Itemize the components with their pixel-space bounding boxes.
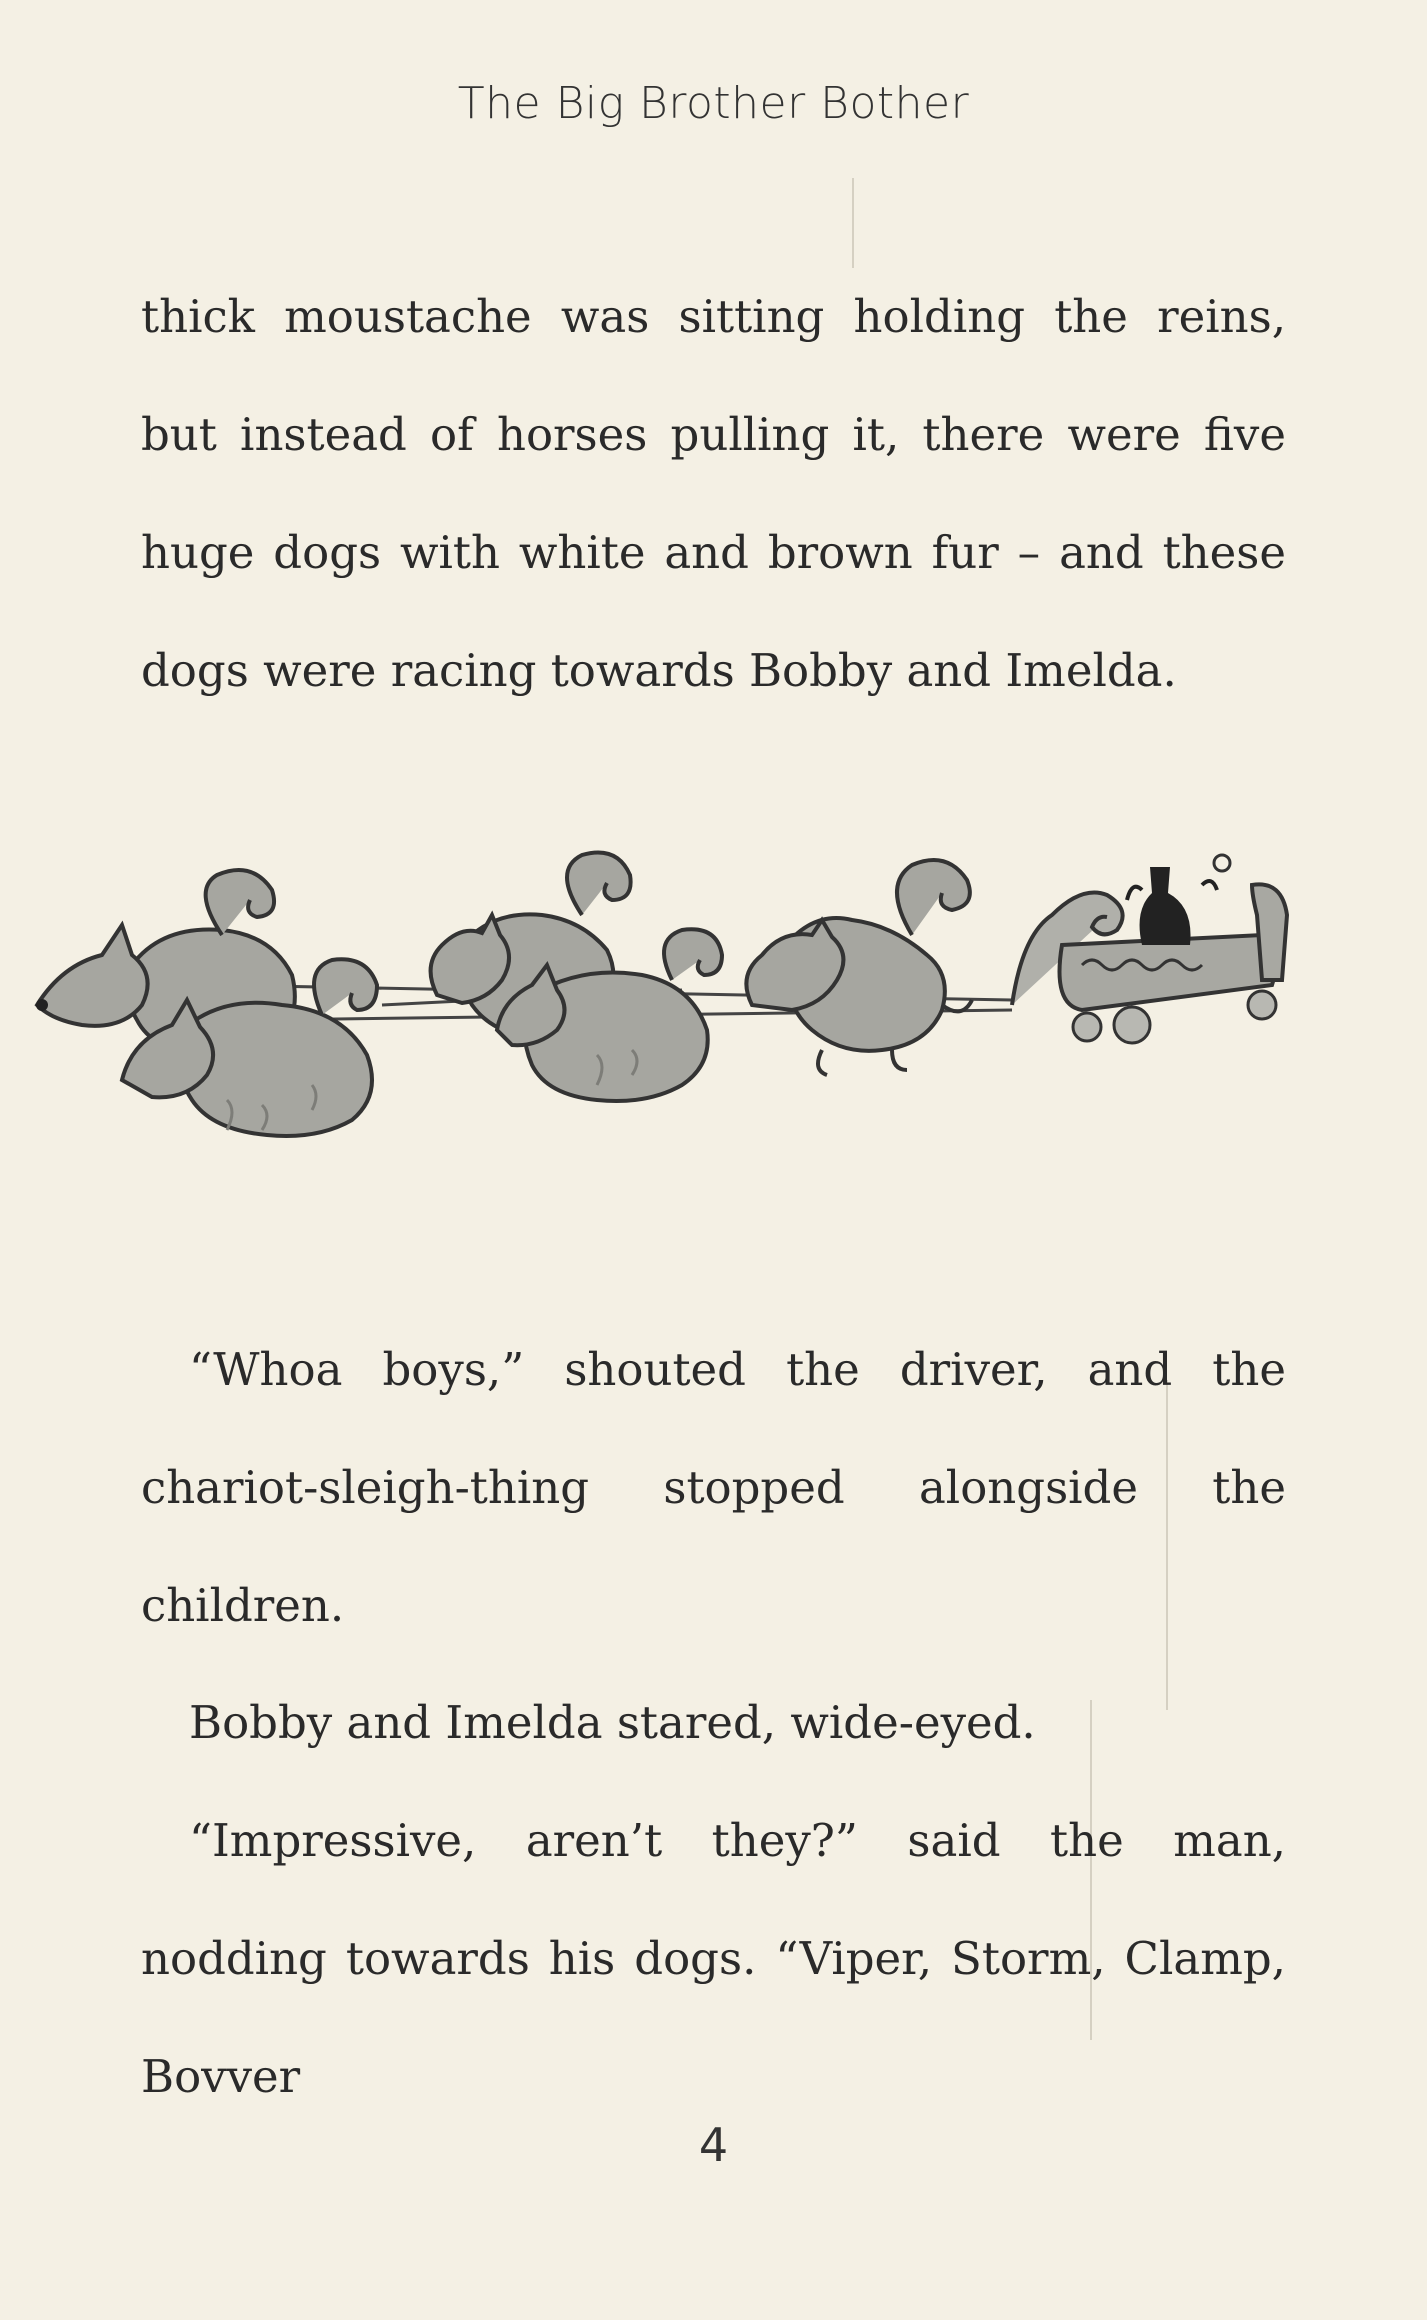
driver-silhouette [1140,867,1191,945]
sleigh-wheel [1248,991,1276,1019]
page-number: 4 [698,2118,729,2172]
paragraph-3: Bobby and Imelda stared, wide-eyed. [189,1696,1036,1749]
sleigh-wheel [1114,1007,1150,1043]
dog-sled-illustration [22,815,1342,1215]
sleigh-wheel [1073,1013,1101,1041]
dog-lead [746,860,972,1075]
running-header: The Big Brother Bother [457,78,970,129]
paragraph-2: “Whoa boys,” shouted the driver, and the chariot-sleigh-thing stopped alongside the children. [141,1343,1286,1632]
paper-crease [852,178,854,268]
paragraph-1: thick moustache was sitting holding the reins, but instead of horses pulling it, there were five huge dogs with white and brown fur – and these dogs were racing towards Bobby and Imelda. [141,290,1286,697]
sleigh [1012,855,1287,1043]
paragraph-4: “Impressive, aren’t they?” said the man, nodding towards his dogs. “Viper, Storm, Clamp, Bovver [141,1814,1286,2103]
